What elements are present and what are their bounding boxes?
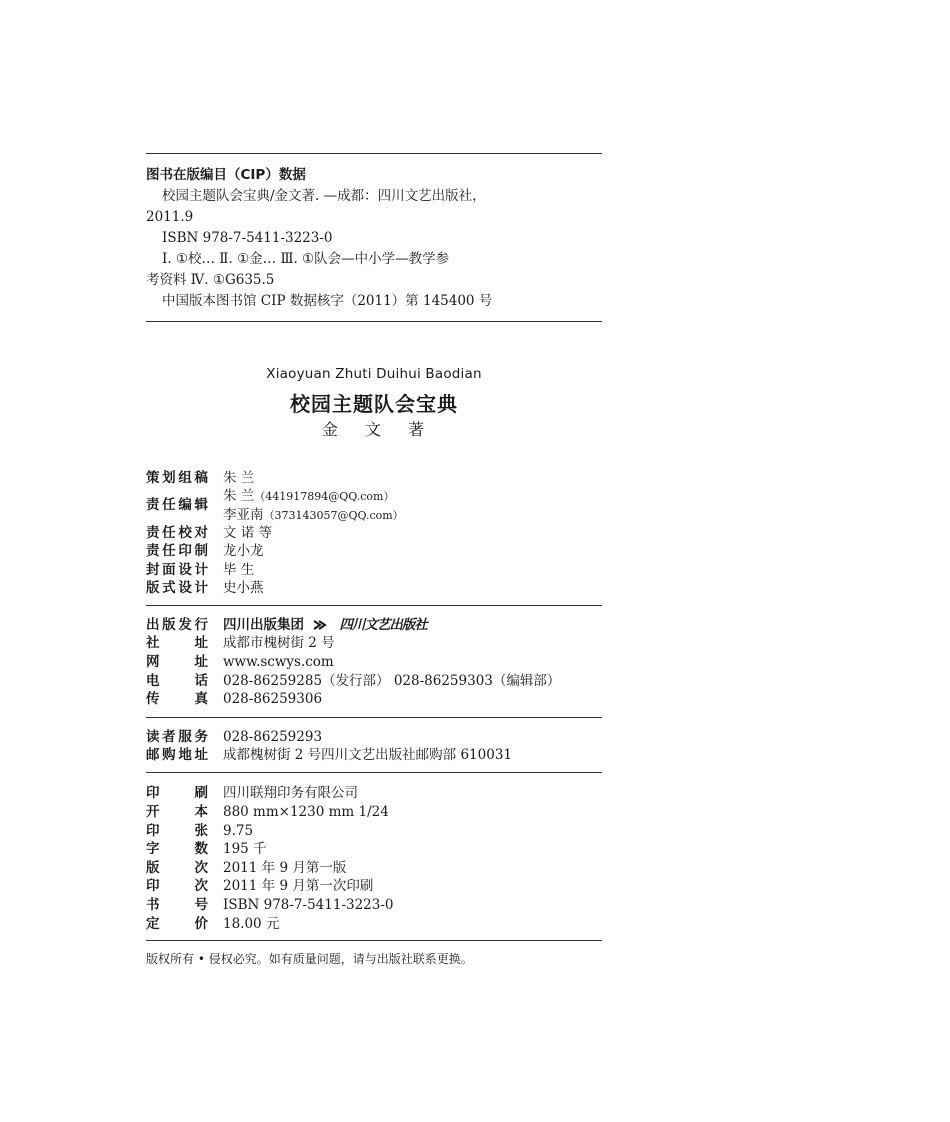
cip-line: Ⅰ. ①校… Ⅱ. ①金… Ⅲ. ①队会—中小学—教学参	[162, 251, 450, 267]
field-value: 成都槐树街 2 号四川文艺出版社邮购部 610031	[223, 747, 512, 763]
field-label: 版 次	[146, 860, 208, 876]
field-label: 出版发行	[146, 617, 208, 633]
editor-name: 朱 兰	[223, 488, 255, 504]
field-label: 字 数	[146, 841, 208, 857]
copyright-notice: 版权所有 • 侵权必究。如有质量问题，请与出版社联系更换。	[146, 952, 473, 966]
field-value: 龙小龙	[223, 543, 264, 559]
divider	[146, 605, 602, 606]
field-value: 9.75	[223, 823, 254, 839]
field-label: 社 址	[146, 635, 208, 651]
divider	[146, 153, 602, 154]
book-pinyin: Xiaoyuan Zhuti Duihui Baodian	[266, 366, 482, 382]
field-label: 传 真	[146, 691, 208, 707]
field-label: 邮购地址	[146, 747, 208, 763]
cip-line: 2011.9	[146, 209, 194, 225]
editor-email: （441917894@QQ.com）	[254, 490, 395, 503]
divider	[146, 321, 602, 322]
field-value: 18.00 元	[223, 916, 280, 932]
divider	[146, 772, 602, 773]
field-value: 028-86259293	[223, 729, 323, 745]
field-value: ISBN 978-7-5411-3223-0	[223, 897, 394, 913]
field-value	[223, 487, 394, 506]
field-value: 朱 兰	[223, 470, 255, 486]
field-value	[223, 506, 404, 525]
field-label: 电 话	[146, 673, 208, 689]
field-value: 028-86259285（发行部） 028-86259303（编辑部）	[223, 673, 561, 689]
field-label: 读者服务	[146, 729, 208, 745]
field-value: 2011 年 9 月第一次印刷	[223, 878, 374, 894]
cip-line: 中国版本图书馆 CIP 数据核字（2011）第 145400 号	[162, 293, 493, 309]
editor-name: 李亚南	[223, 507, 264, 523]
copyright-page	[146, 0, 602, 1122]
book-author: 金 文 著	[321, 420, 427, 439]
field-label: 开 本	[146, 804, 208, 820]
field-label: 责任编辑	[146, 497, 208, 513]
field-label: 网 址	[146, 654, 208, 670]
field-value: 毕 生	[223, 562, 255, 578]
field-label: 封面设计	[146, 562, 208, 578]
website-link[interactable]: www.scwys.com	[223, 654, 334, 670]
field-label: 印 刷	[146, 785, 208, 801]
field-label: 责任校对	[146, 525, 208, 541]
field-value: 史小燕	[223, 580, 264, 596]
field-value: 四川联翔印务有限公司	[223, 785, 358, 801]
field-value: 2011 年 9 月第一版	[223, 860, 347, 876]
field-value: 880 mm×1230 mm 1/24	[223, 804, 389, 820]
field-value: 成都市槐树街 2 号	[223, 635, 335, 651]
cip-heading: 图书在版编目（CIP）数据	[146, 167, 306, 183]
field-value: 028-86259306	[223, 691, 323, 707]
publisher-logo-text: 四川文艺出版社	[339, 617, 427, 633]
field-label: 策划组稿	[146, 470, 208, 486]
publisher-logo-icon	[313, 619, 335, 631]
publisher-group	[223, 616, 427, 634]
divider	[146, 717, 602, 718]
field-label: 定 价	[146, 916, 208, 932]
divider	[146, 940, 602, 941]
book-title: 校园主题队会宝典	[290, 392, 458, 416]
cip-line: ISBN 978-7-5411-3223-0	[162, 230, 333, 246]
cip-line: 校园主题队会宝典/金文著. —成都：四川文艺出版社，	[162, 188, 486, 204]
field-label: 责任印制	[146, 543, 208, 559]
editor-email: （373143057@QQ.com）	[263, 509, 404, 522]
field-label: 版式设计	[146, 580, 208, 596]
publisher-group-name: 四川出版集团	[223, 617, 304, 633]
field-label: 印 张	[146, 823, 208, 839]
cip-line: 考资料 Ⅳ. ①G635.5	[146, 272, 275, 288]
field-value: 195 千	[223, 841, 267, 857]
field-value: 文 诺 等	[223, 525, 273, 541]
field-label: 书 号	[146, 897, 208, 913]
field-label: 印 次	[146, 878, 208, 894]
